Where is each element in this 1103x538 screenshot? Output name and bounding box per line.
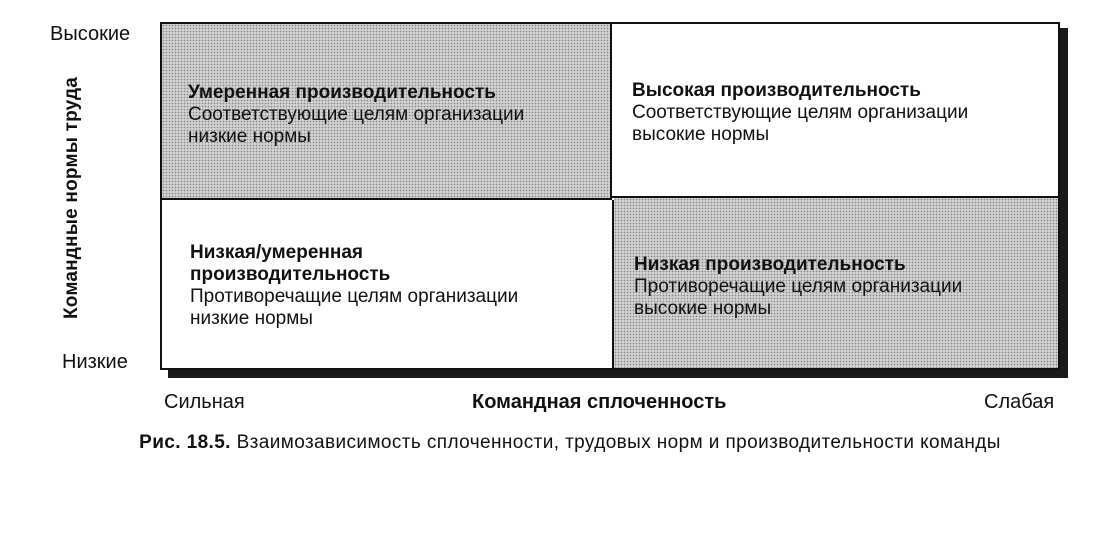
quadrant-matrix	[160, 22, 1060, 370]
quadrant-line: низкие нормы	[188, 126, 311, 147]
quadrant-bottom-left	[162, 200, 614, 368]
quadrant-line: Противоречащие целям организации	[634, 276, 963, 297]
y-axis-high-label: Высокие	[50, 23, 131, 45]
quadrant-line: Соответствующие целям организации	[632, 102, 969, 123]
quadrant-line: Соответствующие целям организации	[188, 104, 525, 125]
quadrant-title: Низкая/умеренная производительность	[190, 242, 391, 285]
quadrant-line: Противоречащие целям организации	[190, 286, 519, 307]
quadrant-top-left-text	[188, 82, 608, 148]
quadrant-bottom-right	[614, 198, 1058, 368]
x-axis-right-label: Слабая	[984, 391, 1055, 413]
y-axis-title	[58, 60, 86, 336]
quadrant-title: Высокая производительность	[632, 80, 921, 101]
quadrant-bottom-left-text	[190, 242, 610, 330]
quadrant-line: низкие нормы	[190, 308, 313, 329]
figure-caption	[100, 428, 1040, 458]
y-axis-title-text: Командные нормы труда	[61, 77, 82, 319]
quadrant-top-left	[162, 24, 612, 200]
quadrant-title: Низкая производительность	[634, 254, 906, 275]
figure-label: Рис. 18.5.	[139, 432, 231, 453]
quadrant-top-right	[612, 24, 1058, 198]
quadrant-top-right-text	[632, 80, 1052, 146]
quadrant-bottom-right-text	[634, 254, 1054, 320]
quadrant-line: высокие нормы	[634, 298, 772, 319]
y-axis-low-label: Низкие	[62, 351, 128, 373]
x-axis-title: Командная сплоченность	[472, 391, 727, 413]
x-axis-left-label: Сильная	[164, 391, 245, 413]
quadrant-title: Умеренная производительность	[188, 82, 496, 103]
figure-caption-text: Взаимозависимость сплоченности, трудовых норм и производительности команды	[236, 432, 1001, 453]
quadrant-line: высокие нормы	[632, 124, 770, 145]
